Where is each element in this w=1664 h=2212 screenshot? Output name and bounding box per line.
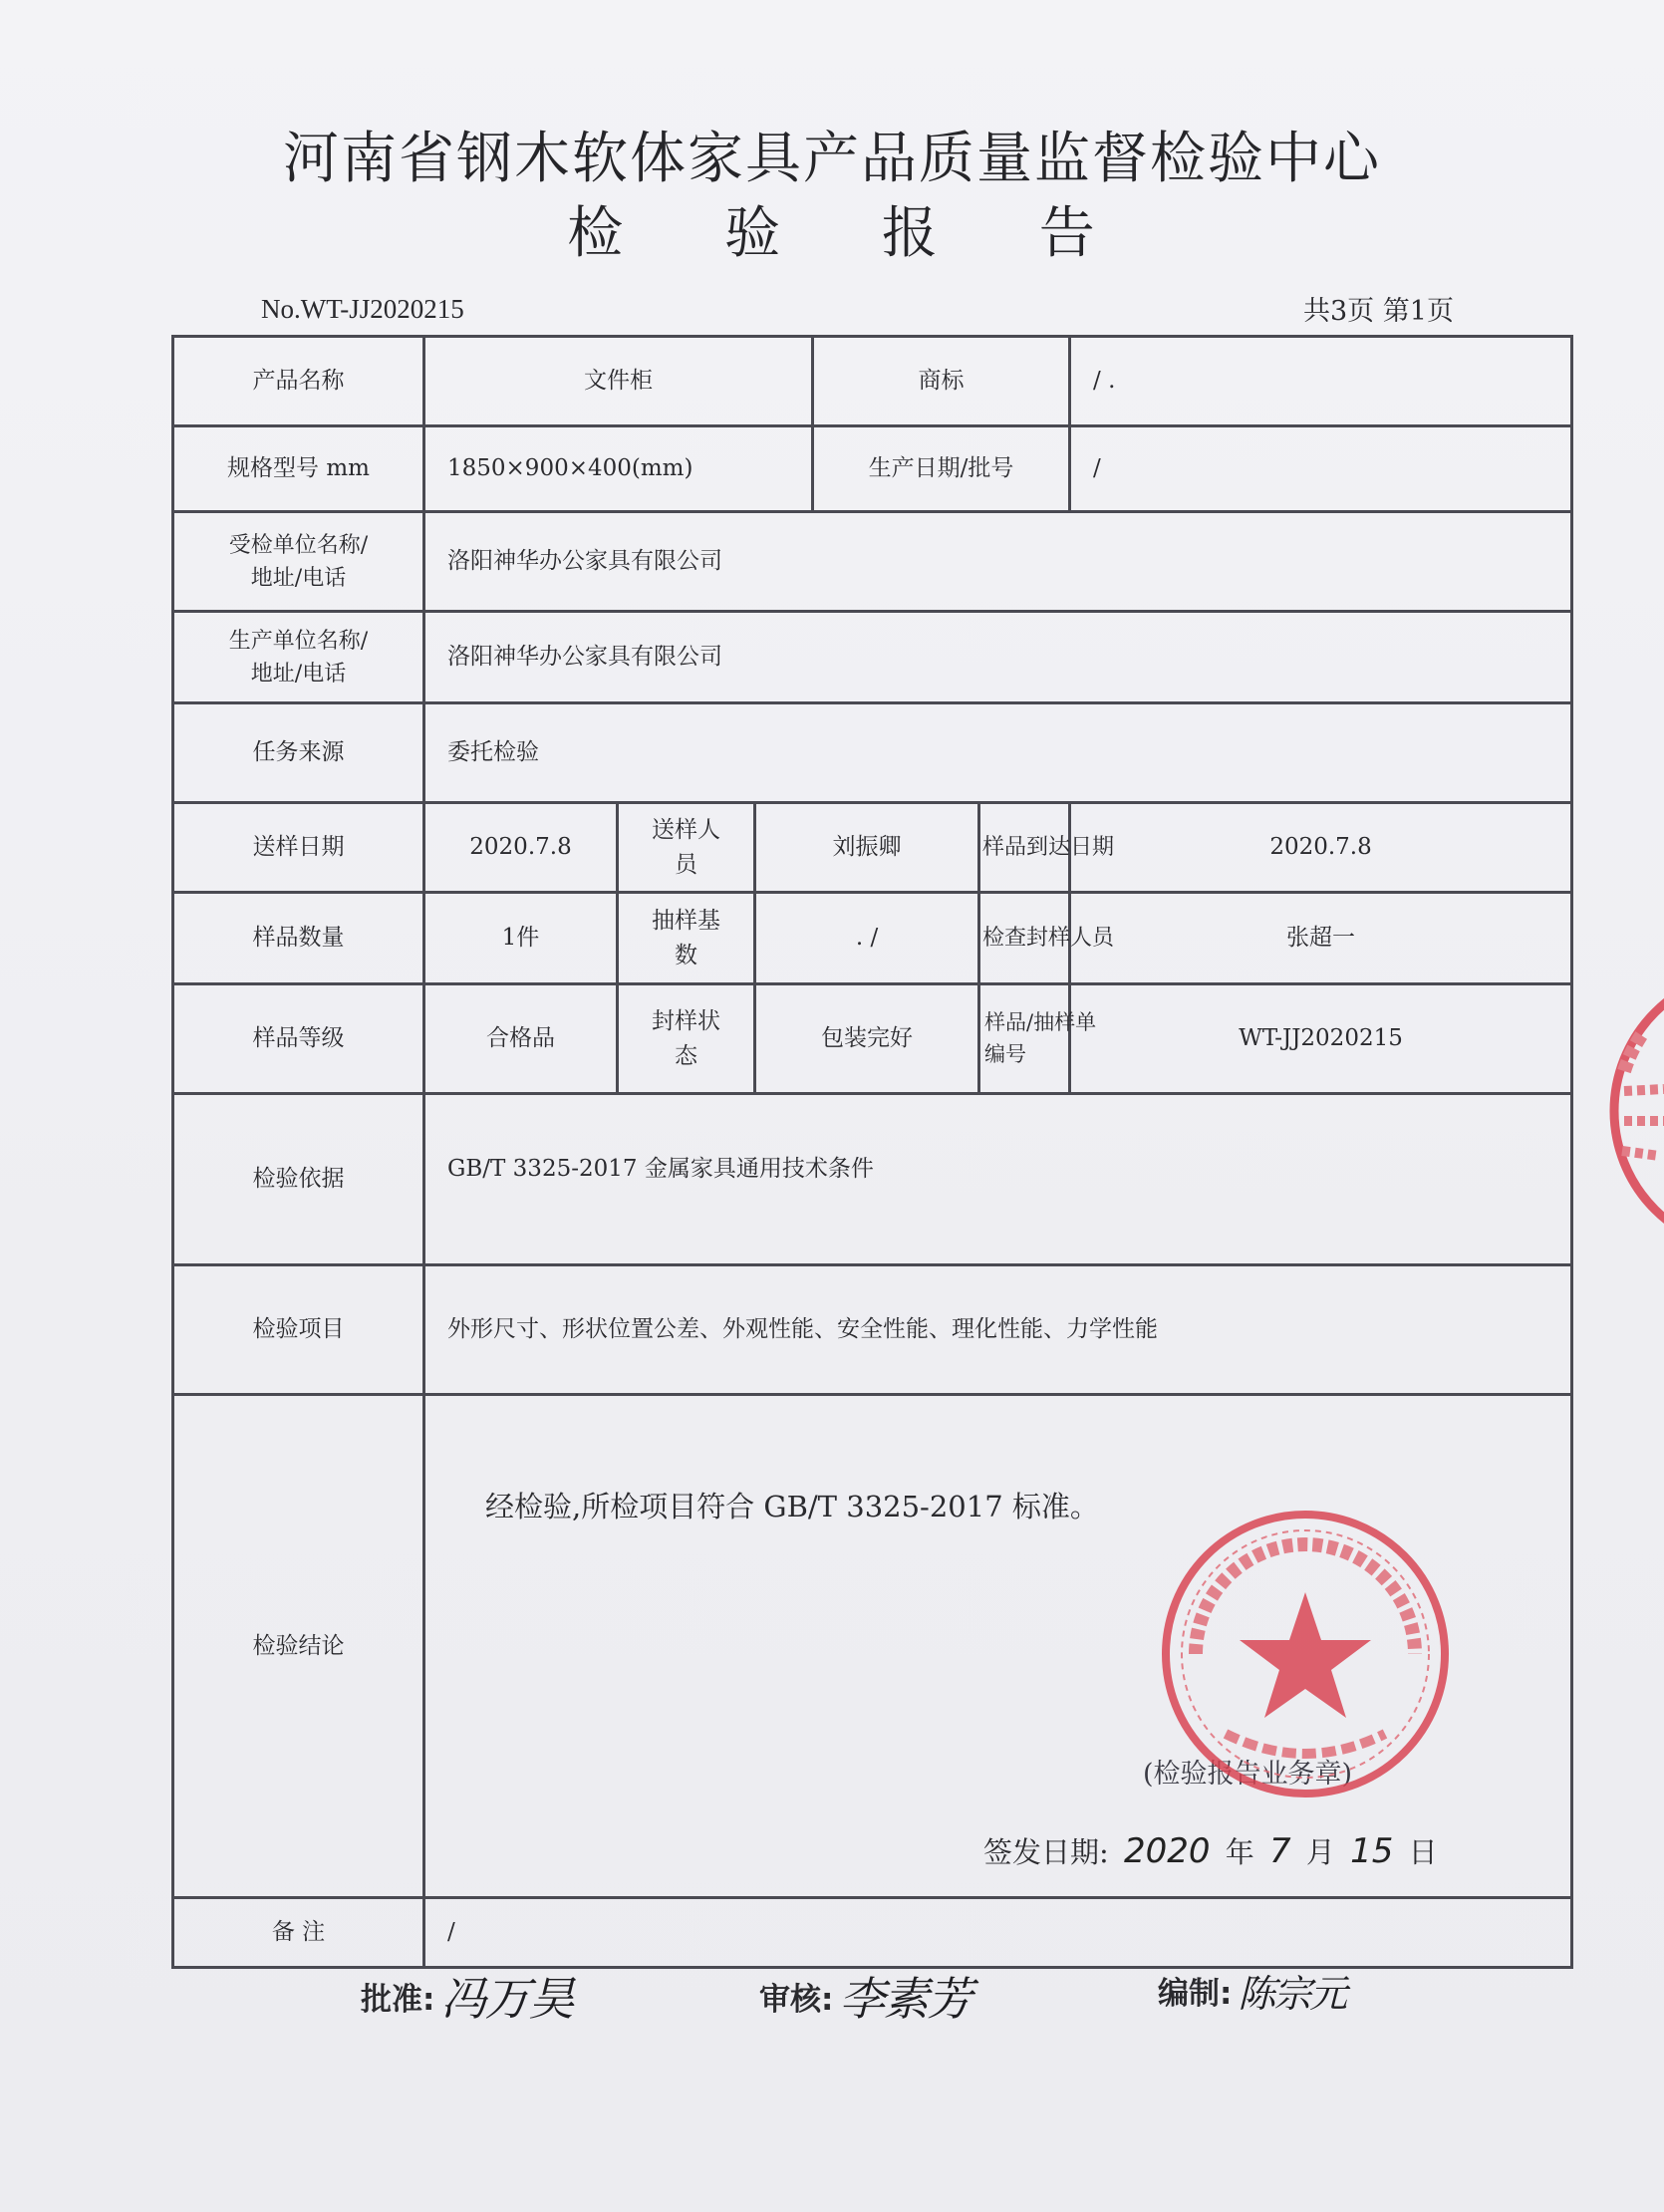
grade-value: 合格品: [424, 984, 618, 1094]
sealer-label-text: 检查封样人员: [982, 926, 1115, 952]
items-label: 检验项目: [173, 1265, 424, 1395]
issue-month-unit: 月: [1305, 1835, 1335, 1869]
issue-month: 7: [1268, 1831, 1291, 1871]
report-title: 检 验 报 告: [567, 201, 1137, 266]
issue-year-unit: 年: [1225, 1835, 1254, 1869]
inspected-unit-label-line2: 地址/电话: [250, 565, 347, 591]
task-source-value: 委托检验: [424, 703, 1572, 803]
review-label: 审核:: [759, 1981, 834, 2018]
sealer-value: 张超一: [1070, 893, 1572, 984]
issue-date: [983, 1826, 1438, 1877]
inspected-unit-label-line1: 受检单位名称/: [228, 532, 369, 558]
approve-signature: [361, 1963, 572, 2029]
sample-no-value: WT-JJ2020215: [1070, 984, 1572, 1094]
center-name-title: 河南省钢木软体家具产品质量监督检验中心: [283, 127, 1381, 191]
spec-value: 1850×900×400(mm): [424, 426, 813, 512]
edge-seal-stamp: [1604, 962, 1664, 1260]
inspected-unit-label: [173, 512, 424, 612]
review-name: 李素芳: [839, 1972, 971, 2026]
product-name-value: 文件柜: [424, 337, 813, 426]
row-task-source: [173, 703, 1572, 803]
remark-value: /: [424, 1898, 1572, 1968]
row-spec: [173, 426, 1572, 512]
items-value: 外形尺寸、形状位置公差、外观性能、安全性能、理化性能、力学性能: [424, 1265, 1572, 1395]
product-name-label: 产品名称: [173, 337, 424, 426]
seal-state-value: 包装完好: [755, 984, 979, 1094]
producer-value: 洛阳神华办公家具有限公司: [424, 612, 1572, 703]
sample-qty-value: 1件: [424, 893, 618, 984]
issue-day: 15: [1350, 1831, 1394, 1871]
task-source-label: 任务来源: [173, 703, 424, 803]
issue-day-unit: 日: [1408, 1835, 1438, 1869]
row-inspected-unit: [173, 512, 1572, 612]
report-number: No.WT-JJ2020215: [261, 294, 464, 324]
inspected-unit-value: 洛阳神华办公家具有限公司: [424, 512, 1572, 612]
compile-label: 编制:: [1158, 1976, 1233, 2012]
production-date-value: /: [1070, 426, 1572, 512]
production-date-label: 生产日期/批号: [813, 426, 1070, 512]
issue-year: 2020: [1124, 1831, 1211, 1871]
row-grade: [173, 984, 1572, 1094]
row-sample-qty: [173, 893, 1572, 984]
trademark-value: / .: [1070, 337, 1572, 426]
arrival-date-value: 2020.7.8: [1070, 803, 1572, 893]
conclusion-text: 经检验,所检项目符合 GB/T 3325-2017 标准。: [485, 1490, 1099, 1523]
arrival-date-label-text: 样品到达日期: [982, 835, 1115, 861]
spec-label: 规格型号 mm: [173, 426, 424, 512]
compile-name: 陈宗元: [1238, 1972, 1346, 2016]
approve-name: 冯万昊: [440, 1972, 573, 2026]
seal-state-label: 封样状态: [618, 984, 755, 1094]
arrival-date-label: [979, 803, 1115, 893]
compile-signature: [1158, 1963, 1345, 2018]
row-send-date: [173, 803, 1572, 893]
sample-qty-label: 样品数量: [173, 893, 424, 984]
signature-row: [361, 1963, 1556, 2053]
sampling-base-label: 抽样基数: [618, 893, 755, 984]
approve-label: 批准:: [361, 1981, 435, 2018]
send-date-label: 送样日期: [173, 803, 424, 893]
sealer-label: [979, 893, 1115, 984]
row-basis: [173, 1094, 1572, 1265]
row-producer: [173, 612, 1572, 703]
producer-label-line1: 生产单位名称/: [228, 628, 369, 654]
row-product-name: [173, 337, 1572, 426]
row-remark: [173, 1898, 1572, 1968]
issue-date-label: 签发日期:: [983, 1835, 1109, 1869]
seal-caption: (检验报告业务章): [1143, 1759, 1353, 1790]
page-count: 共3页 第1页: [1303, 296, 1454, 327]
grade-label: 样品等级: [173, 984, 424, 1094]
sender-value: 刘振卿: [755, 803, 979, 893]
producer-label: [173, 612, 424, 703]
remark-label: 备 注: [173, 1898, 424, 1968]
trademark-label: 商标: [813, 337, 1070, 426]
inspection-seal-stamp: [1156, 1505, 1455, 1803]
send-date-value: 2020.7.8: [424, 803, 618, 893]
sender-label: 送样人员: [618, 803, 755, 893]
sampling-base-value: . /: [755, 893, 979, 984]
producer-label-line2: 地址/电话: [250, 661, 347, 687]
basis-label: 检验依据: [173, 1094, 424, 1265]
sample-no-label-line2: 编号: [984, 1041, 1027, 1066]
basis-value: GB/T 3325-2017 金属家具通用技术条件: [424, 1094, 1572, 1265]
conclusion-label: 检验结论: [173, 1395, 424, 1898]
sample-no-label: [979, 984, 1097, 1094]
review-signature: [759, 1963, 971, 2029]
row-items: [173, 1265, 1572, 1395]
sample-no-label-line1: 样品/抽样单: [984, 1010, 1097, 1034]
